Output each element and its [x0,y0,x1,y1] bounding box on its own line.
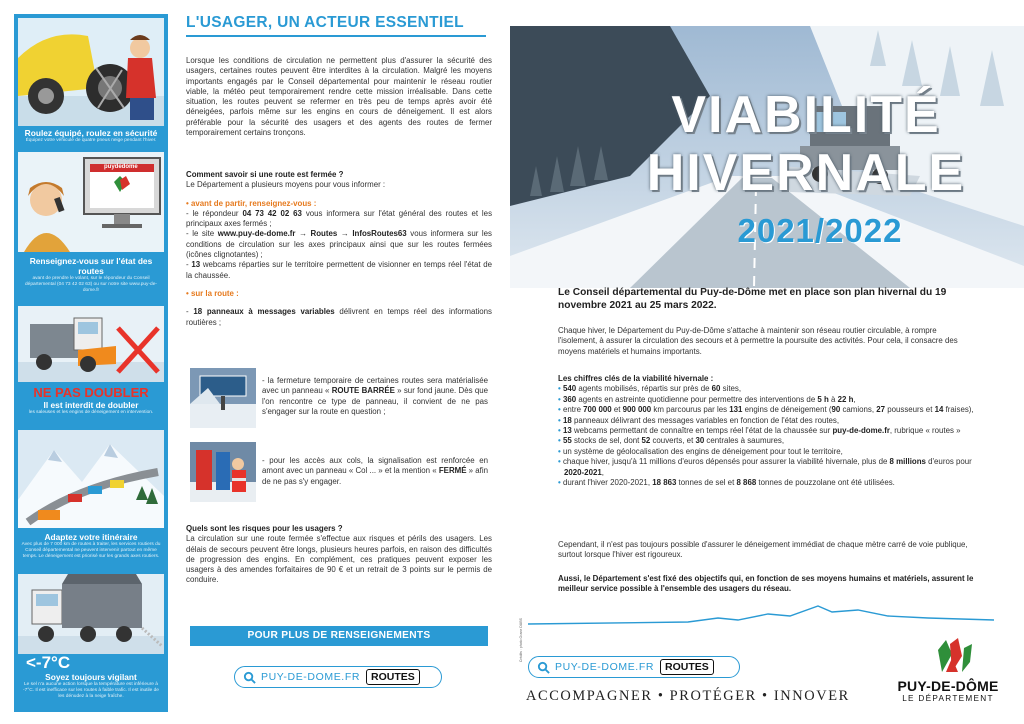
cover-page [510,0,1024,724]
list-item: • 55 stocks de sel, dont 52 couverts, et 30 centrales à saumures, [558,436,785,446]
tip-description: Avec plus de 7 000 km de routes à traiter, les services routiers du Conseil départemental ne peuvent intervenir partout en même temps. Le déneigement est priorisé sur les grands axes routiers. [21,542,161,559]
before-leaving-heading: • avant de partir, renseignez-vous : [186,198,317,208]
variable-panels-line: - 18 panneaux à messages variables délivrent en temps réel des informations routières ; [186,307,492,327]
website-url: PUY-DE-DOME.FR [555,661,655,673]
search-icon [243,671,256,684]
list-item: • entre 700 000 et 900 000 km parcourus par les 131 engins de déneigement (90 camions, 27 pousseurs et 14 fraises), [558,405,974,415]
road-closed-photo [190,368,256,428]
tip-title: Renseignez-vous sur l'état des routes [29,256,153,276]
road-closed-text: - la fermeture temporaire de certaines routes sera matérialisée avec un panneau « ROUTE BARRÉE » sur fond jaune. Dès que l'on rencontre ce type de panneau, il convient de ne pas s'engager sur la route en question ; [262,376,488,416]
risks-paragraph: La circulation sur une route fermée s'effectue aux risques et périls des usagers. Les délais de secours peuvent être longs, plusieurs heures parfois, en raison des difficultés de progression des engins. En complément, ces pratiques peuvent exposer les usagers à des amendes forfaitaires de 90 € et un retrait de 3 points sur le permis de conduire. [186,534,492,585]
website-search-link[interactable] [234,666,442,688]
list-item: • 18 panneaux délivrant des messages variables en fonction de l'état des routes, [558,415,840,425]
how-to-know-block [186,170,492,328]
key-figures-list [558,384,978,488]
webcams-line: - 13 webcams réparties sur le territoire permettent de visionner en temps réel l'état de la chaussée. [186,260,493,280]
tip-title: Roulez équipé, roulez en sécurité [24,128,158,138]
photo-credit: Crédits : photo Orane DUBS [519,618,523,663]
pass-closed-photo [190,442,256,502]
website-search-link[interactable] [528,656,740,678]
key-figures-title: Les chiffres clés de la viabilité hivernale : [558,374,714,383]
tip-title: Soyez toujours vigilant [45,672,137,682]
plan-intro: Le Conseil départemental du Puy-de-Dôme met en place son plan hivernal du 19 novembre 2021 au 25 mars 2022. [558,287,947,311]
tip-panel-no-overtaking [18,306,164,426]
tip-description: les saleuses et les engins de déneigement en intervention. [28,410,154,415]
user-role-column [186,14,492,712]
tip-panel-equipment [18,18,164,148]
list-item: • chaque hiver, jusqu'à 11 millions d'euros dépensés pour assurer la viabilité hivernale, plus de 8 millions d'euros pour 2020-2021, [558,457,972,477]
mountain-line-decoration [528,596,994,626]
list-item: • un système de géolocalisation des engins de déneigement pour tout le territoire, [558,446,843,456]
computer-phone-illustration [18,152,164,252]
slogan: ACCOMPAGNER • PROTÉGER • INNOVER [526,688,850,704]
phone-line: - le répondeur 04 73 42 02 63 vous informera sur l'état général des routes et les principaux axes fermés ; [186,208,493,229]
website-line: - le site www.puy-de-dome.fr → Routes → InfosRoutes63 vous informera sur les conditions de circulation sur les axes principaux ainsi que sur les routes fermées (icônes clignotantes) ; [186,229,492,260]
website-link[interactable]: www.puy-de-dome.fr [217,229,296,239]
list-item: • durant l'hiver 2020-2021, 18 863 tonnes de sel et 8 868 tonnes de pouzzolane ont été utilisées. [558,478,895,488]
temperature-label: <-7°C [26,653,71,672]
search-icon [537,661,550,674]
tip-description: Équipez votre véhicule de quatre pneus neige pendant l'hiver. [25,138,157,143]
list-item: • 540 agents mobilisés, répartis sur près de 60 sites, [558,384,742,394]
tips-strip [14,14,168,712]
on-road-heading: • sur la route : [186,288,239,298]
list-item: • 360 agents en astreinte quotidienne pour permettre des interventions de 5 h à 22 h, [558,394,856,404]
question-answer: Le Département a plusieurs moyens pour vous informer : [186,180,386,190]
tip-title: Il est interdit de doubler [43,400,139,410]
objectives-paragraph: Aussi, le Département s'est fixé des objectifs qui, en fonction de ses moyens humains et matériels, assurent le meilleur service possible à l'ensemble des usagers du réseau. [558,574,974,594]
season-label: 2021/2022 [737,212,903,249]
logo-subtitle: LE DÉPARTEMENT [902,694,994,703]
pass-closed-text: - pour les accès aux cols, la signalisation est renforcée en amont avec un panneau « Col ... » et la mention « FERMÉ » afin de ne pas s'y engager. [262,456,488,486]
risks-block [186,524,492,586]
salt-truck-illustration [18,574,164,654]
routes-tag: ROUTES [366,669,420,685]
website-url: PUY-DE-DOME.FR [261,671,361,683]
limits-paragraph: Cependant, il n'est pas toujours possible d'assurer le déneigement immédiat de chaque mètre carré de voie publique, surtout lorsque l'hiver est rigoureux. [558,540,968,560]
tip-panel-vigilance [18,574,164,712]
list-item: • 13 webcams permettant de connaître en temps réel l'état de la chaussée sur puy-de-dome.fr, rubrique « routes » [558,426,961,436]
tip-panel-info [18,152,164,302]
tip-panel-itinerary [18,430,164,570]
tip-title: Adaptez votre itinéraire [44,532,138,542]
main-title-line-2: HIVERNALE [646,144,966,202]
department-logo [906,636,1002,676]
tip-description: avant de prendre le volant, sur le répondeur du Conseil départemental (04 73 42 02 63) ou sur notre site www.puy-de-dome.fr [25,276,157,293]
key-figures-block [558,374,978,488]
main-title-line-1: VIABILITÉ [671,86,941,144]
title-rule [186,35,486,37]
mountain-road-illustration [18,430,164,528]
road-closed-block [186,368,492,432]
more-info-banner: POUR PLUS DE RENSEIGNEMENTS [190,626,488,646]
no-overtaking-alert: NE PAS DOUBLER [33,385,149,400]
logo-name: PUY-DE-DÔME [897,678,999,694]
tip-description: Le sel n'a aucune action lorsque la température est inférieure à -7°C. Il est inefficace sur les routes à faible trafic. Il est inutile de les dénudez à la neige fraîche. [23,682,159,699]
question-closed-road: Comment savoir si une route est fermée ? [186,170,344,179]
screen-brand: puydedome [104,164,138,170]
car-tire-illustration [18,18,164,126]
snowplow-illustration [18,306,164,382]
pass-closed-block [186,442,492,506]
section-title: L'USAGER, UN ACTEUR ESSENTIEL [186,14,464,31]
question-risks: Quels sont les risques pour les usagers ? [186,524,343,533]
routes-tag: ROUTES [660,659,714,675]
mission-paragraph: Chaque hiver, le Département du Puy-de-Dôme s'attache à maintenir son réseau routier circulable, à rompre l'isolement, à assurer la circulation des secours et à permettre la poursuite des activités. Pour cela, il consacre des moyens matériels et humains importants. [558,326,958,356]
intro-paragraph: Lorsque les conditions de circulation ne permettent plus d'assurer la sécurité des usagers, certaines routes peuvent être interdites à la circulation. Malgré les moyens importants engagés par le Conseil départemental pour maintenir le réseau routier viable, la météo peut temporairement rendre cette mission irréalisable. Dans cette situation, les routes peuvent se refermer en très peu de temps après avoir été déneigées, parfois même sur les engins en cours de déneigement. Il est alors préférable pour la sécurité des usagers et des agents des routes de fermer temporairement certains tronçons. [186,56,492,138]
